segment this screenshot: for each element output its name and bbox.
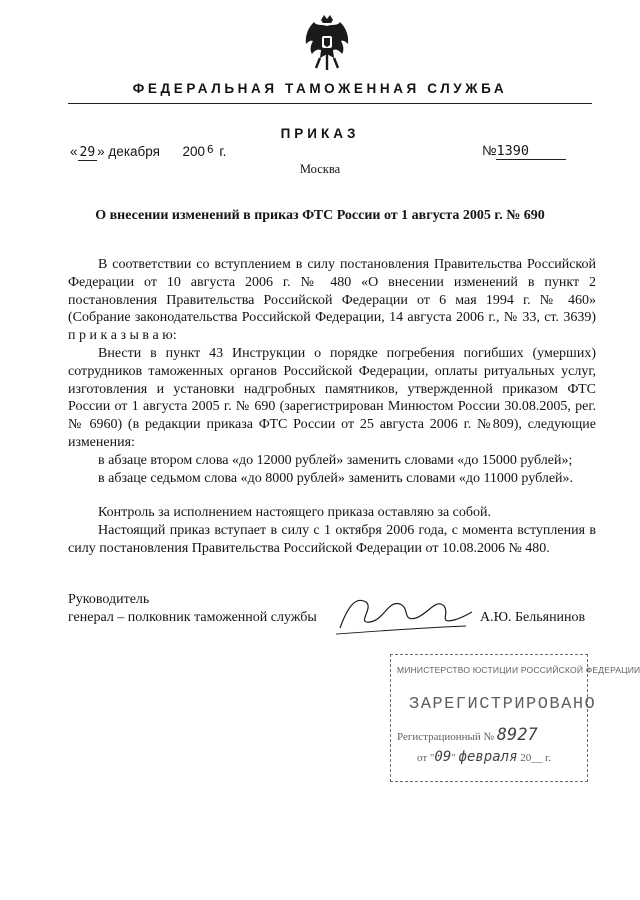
document-body <box>68 256 596 558</box>
date-suffix: г. <box>215 144 227 159</box>
stamp-status: ЗАРЕГИСТРИРОВАНО <box>409 695 597 714</box>
stamp-date-month: февраля <box>458 749 518 765</box>
russian-coat-of-arms-icon <box>302 14 352 72</box>
stamp-date <box>417 749 551 765</box>
header-divider <box>68 103 592 104</box>
date-day: 29 <box>79 145 96 160</box>
paragraph-change-1: в абзаце втором слова «до 12000 рублей» заменить словами «до 15000 рублей»; <box>98 452 573 468</box>
paragraph-amendment: Внести в пункт 43 Инструкции о порядке погребения погибших (умерших) сотрудников таможенных органов Российской Федерации, оплаты ритуальных услуг, изготовления и установки надгробных памятников, утвержденной приказом ФТС России от 1 августа 2005 г. № 690 (зарегистрирован Минюстом России 30.08.2005, рег. № 6960) (в редакции приказа ФТС России от 25 августа 2006 г. №809), следующие изменения: <box>68 345 596 450</box>
date-month: » декабря <box>97 144 160 159</box>
paragraph-basis: В соответствии со вступлением в силу постановления Правительства Российской Федерации от 10 августа 2006 г. № 480 «О внесении изменений в пункт 2 постановления Правительства Российской Федерации от 6 мая 1994 г. № 460» (Собрание законодательства Российской Федерации, 14 августа 2006 г., № 33, ст. 3639) п р и к а з ы в а ю: <box>68 257 596 344</box>
signer-rank: генерал – полковник таможенной службы <box>68 609 317 625</box>
handwritten-signature <box>326 588 476 648</box>
date-year-digit: 6 <box>206 143 214 156</box>
paragraph-effective: Настоящий приказ вступает в силу с 1 октября 2006 года, с момента вступления в силу постановления Правительства Российской Федерации от 10.08.2006 № 480. <box>68 523 596 556</box>
date-open-quote: « <box>70 144 78 159</box>
order-date <box>70 143 226 160</box>
stamp-date-mid: " <box>451 752 456 764</box>
number-prefix: № <box>482 143 497 158</box>
stamp-date-day: 09 <box>434 749 452 765</box>
number-value: 1390 <box>496 143 566 160</box>
stamp-ministry: МИНИСТЕРСТВО ЮСТИЦИИ РОССИЙСКОЙ ФЕДЕРАЦИИ <box>397 665 640 675</box>
document-title: О внесении изменений в приказ ФТС России от 1 августа 2005 г. № 690 <box>95 208 545 223</box>
city: Москва <box>299 162 341 176</box>
order-number <box>482 143 566 160</box>
date-year-prefix: 200 <box>182 144 205 159</box>
signer-name: А.Ю. Бельянинов <box>480 610 586 625</box>
stamp-reg-label: Регистрационный № <box>397 731 495 743</box>
paragraph-change-2: в абзаце седьмом слова «до 8000 рублей» заменить словами «до 11000 рублей». <box>98 470 574 486</box>
agency-name: ФЕДЕРАЛЬНАЯ ТАМОЖЕННАЯ СЛУЖБА <box>132 81 508 96</box>
stamp-registration <box>397 725 538 745</box>
signer-role: Руководитель <box>68 592 150 607</box>
stamp-date-year: 20__ г. <box>520 752 552 764</box>
registration-stamp <box>390 654 640 782</box>
stamp-reg-number: 8927 <box>496 725 538 745</box>
stamp-date-prefix: от " <box>417 752 435 764</box>
document-type: ПРИКАЗ <box>280 126 360 141</box>
paragraph-control: Контроль за исполнением настоящего приказа оставляю за собой. <box>98 505 492 521</box>
